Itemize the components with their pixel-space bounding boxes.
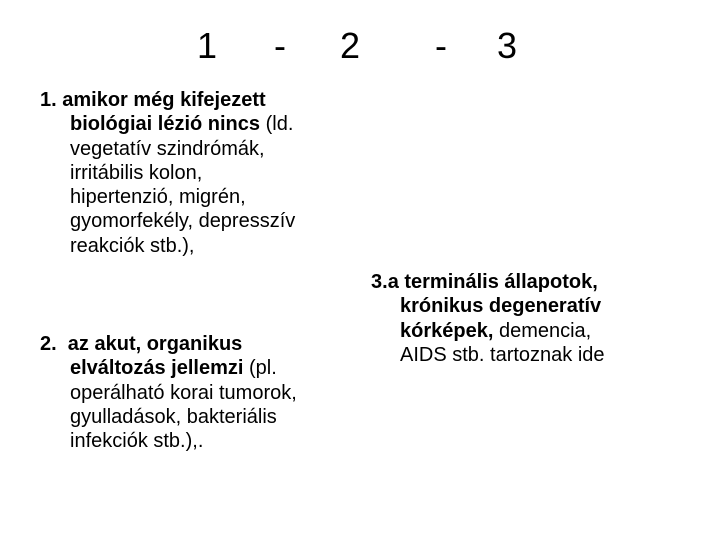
list-item-2 (40, 332, 297, 453)
list-item-2-emphasis: elváltozás jellemzi (70, 357, 244, 380)
list-item-1-line-2-rest: (ld. (260, 113, 294, 136)
list-item-1-first-line (40, 88, 295, 112)
list-item-3-line-3-rest: demencia, (493, 319, 592, 342)
list-item-2-line-3: operálható korai tumorok, (70, 381, 297, 404)
list-item-2-first-line (40, 332, 297, 356)
list-item-3-text: a terminális állapotok, (387, 271, 598, 293)
list-item-2-line-4: gyulladások, bakteriális (70, 405, 277, 428)
list-item-2-line-2-rest: (pl. (243, 357, 277, 380)
list-item-3-line-2: krónikus degeneratív (400, 295, 602, 318)
list-item-1 (40, 88, 295, 258)
list-item-1-line-5: hipertenzió, migrén, (70, 186, 246, 209)
list-item-1-line-7: reakciók stb.), (70, 234, 195, 257)
heading-number-2: 2 (340, 25, 361, 66)
list-item-3-first-line (371, 270, 605, 294)
heading-dash-2: - (435, 25, 447, 66)
heading-dash-1: - (274, 25, 286, 66)
list-item-1-emphasis: biológiai lézió nincs (70, 113, 261, 136)
list-item-1-line-4: irritábilis kolon, (70, 161, 203, 184)
list-item-3 (371, 270, 605, 367)
heading-number-1: 1 (197, 25, 218, 66)
list-item-2-line-2 (40, 356, 297, 380)
list-item-2-text: az akut, organikus (56, 333, 243, 355)
list-item-1-number: 1. (40, 89, 57, 111)
list-item-3-line-3 (371, 319, 605, 343)
list-item-3-line-4: AIDS stb. tartoznak ide (400, 343, 605, 366)
list-item-1-line-6: gyomorfekély, depresszív (70, 210, 296, 233)
list-item-3-number: 3. (371, 271, 388, 293)
list-item-1-text: amikor még kifejezett (62, 89, 266, 111)
list-item-3-emphasis: kórképek, (400, 319, 494, 342)
heading-number-3: 3 (497, 25, 518, 66)
list-item-1-line-2 (40, 112, 295, 136)
list-item-2-number: 2. (40, 333, 57, 355)
list-item-1-line-3: vegetatív szindrómák, (70, 137, 265, 160)
list-item-2-line-5: infekciók stb.),. (70, 430, 204, 453)
